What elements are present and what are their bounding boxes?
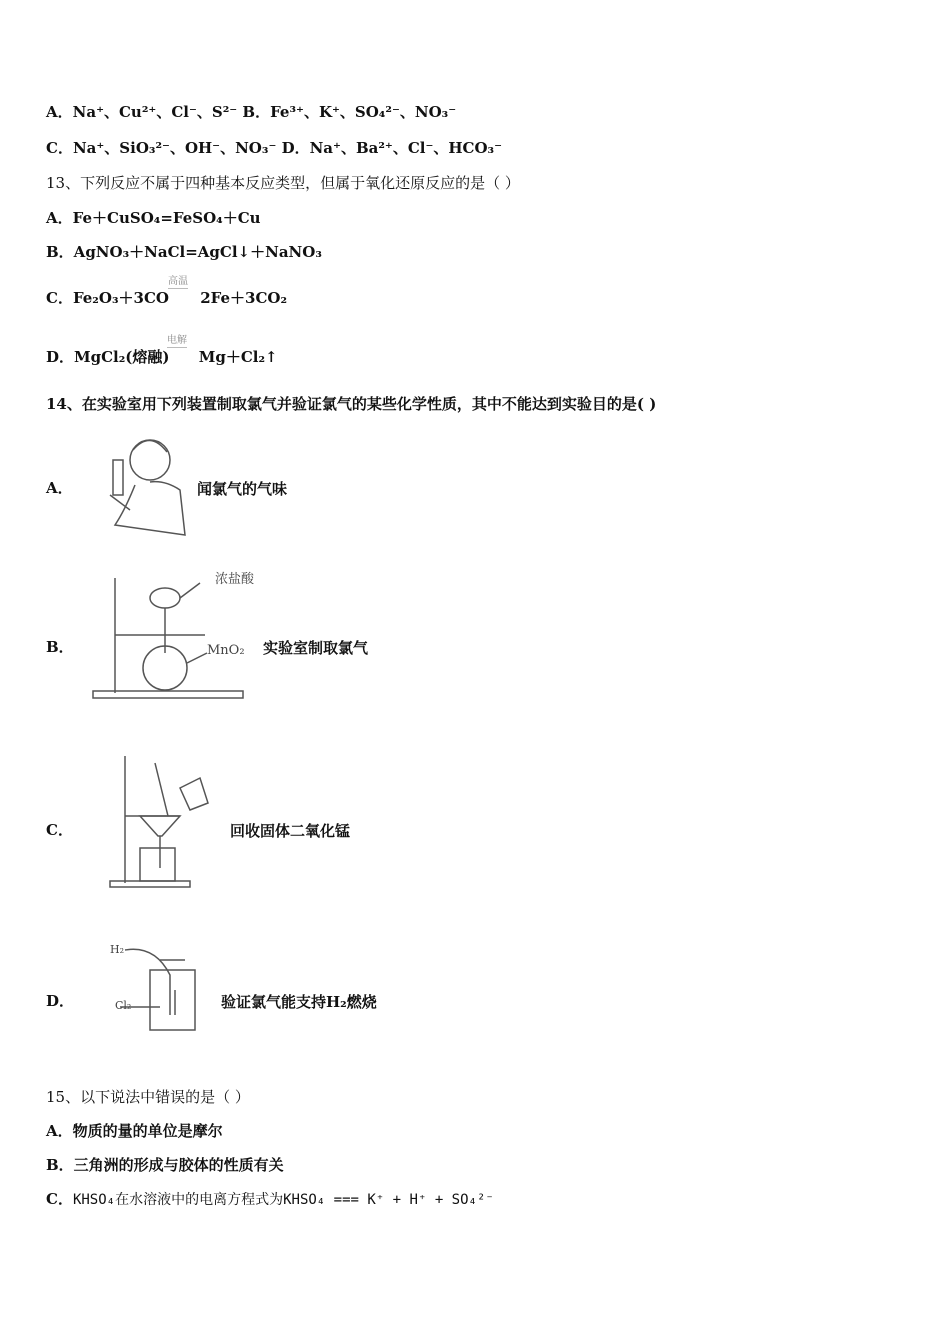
q13-option-b: B．AgNO₃＋NaCl=AgCl↓＋NaNO₃ [46,243,322,261]
q14-option-b-letter: B． [46,638,74,656]
smelling-gas-figure [95,430,195,545]
q13-c-products: 2Fe＋3CO₂ [200,289,288,307]
hydrogen-burning-figure [75,935,220,1050]
hcl-label: 浓盐酸 [215,572,255,587]
chlorine-generator-figure [85,563,265,713]
q15-c-letter: C． [46,1190,73,1208]
q13-stem: 13、下列反应不属于四种基本反应类型，但属于氧化还原反应的是（ ） [46,174,520,192]
q15-c-text: KHSO₄在水溶液中的电离方程式为KHSO₄ === K⁺ + H⁺ + SO₄²⁻ [72,1192,494,1208]
q13-c-condition: 高温 [168,276,188,287]
q14-stem: 14、在实验室用下列装置制取氯气并验证氯气的某些化学性质，其中不能达到实验目的是( ) [46,395,657,413]
filtration-figure [80,748,225,903]
q13-option-a: A．Fe＋CuSO₄=FeSO₄＋Cu [46,209,261,227]
q15-option-b: B．三角洲的形成与胶体的性质有关 [46,1156,284,1174]
q13-option-c [46,276,288,308]
q14-option-c-letter: C． [46,821,73,839]
q14-option-b-text: 实验室制取氯气 [263,639,369,657]
cl2-label: Cl₂ [115,999,132,1012]
q14-option-d-letter: D． [46,992,75,1010]
q12-options-ab: A．Na⁺、Cu²⁺、Cl⁻、S²⁻ B．Fe³⁺、K⁺、SO₄²⁻、NO₃⁻ [46,103,457,121]
mno2-label: MnO₂ [207,643,245,658]
q14-option-a-text: 闻氯气的气味 [197,480,288,498]
q13-d-condition: 电解 [167,335,187,346]
q13-option-d [46,335,278,367]
h2-label: H₂ [110,943,125,956]
q15-option-a: A．物质的量的单位是摩尔 [46,1122,223,1140]
q13-c-reactants: C．Fe₂O₃＋3CO [46,289,169,307]
q12-options-cd: C．Na⁺、SiO₃²⁻、OH⁻、NO₃⁻ D．Na⁺、Ba²⁺、Cl⁻、HCO₃⁻ [46,139,503,157]
q13-d-reactants: D．MgCl₂(熔融) [46,348,170,366]
q13-d-products: Mg＋Cl₂↑ [198,348,278,366]
q14-option-c-text: 回收固体二氧化锰 [230,822,351,840]
q15-stem: 15、以下说法中错误的是（ ） [46,1088,250,1106]
q14-option-a-letter: A． [46,479,73,497]
q15-option-c [46,1189,494,1210]
q14-option-d-text: 验证氯气能支持H₂燃烧 [221,993,377,1011]
